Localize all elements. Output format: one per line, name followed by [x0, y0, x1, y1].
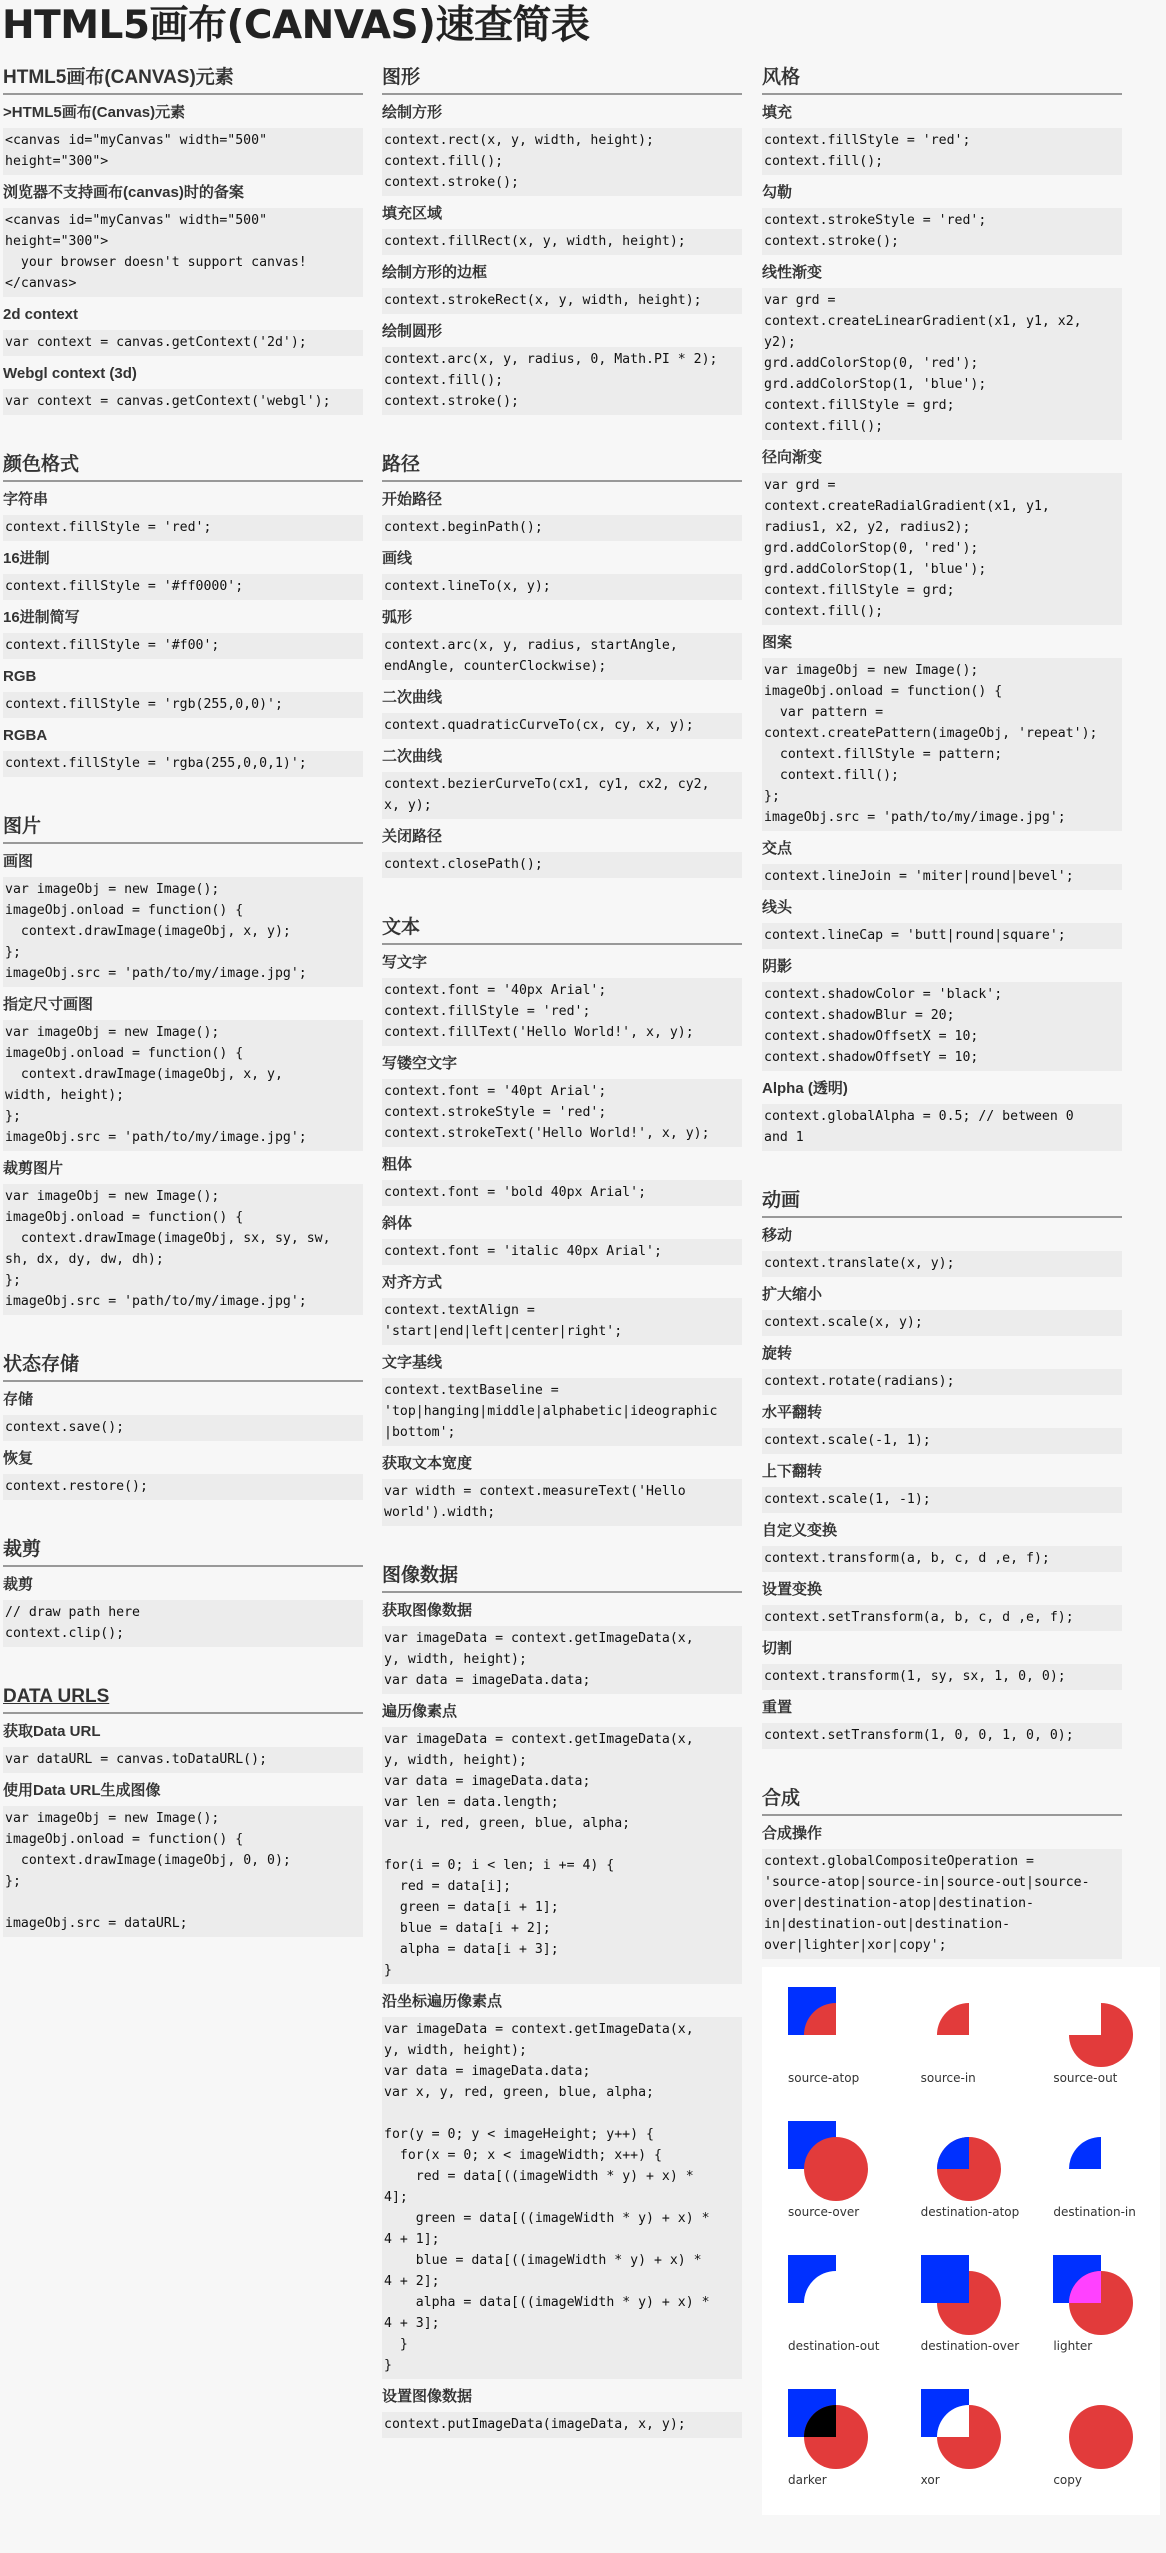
section-heading[interactable]: DATA URLS [3, 1685, 363, 1714]
composite-source-in [895, 1975, 1028, 2103]
item-title: Alpha (透明) [762, 1080, 848, 1097]
item-title: 使用Data URL生成图像 [3, 1782, 161, 1799]
section-col2-2 [382, 916, 742, 1526]
composite-label: xor [920, 2473, 940, 2487]
code-block: context.lineTo(x, y); [382, 574, 742, 600]
code-block: context.quadraticCurveTo(cx, cy, x, y); [382, 713, 742, 739]
code-block: context.fillStyle = '#f00'; [3, 633, 363, 659]
composite-label: source-in [920, 2071, 976, 2085]
item-title: 关闭路径 [382, 828, 443, 845]
code-block: var imageObj = new Image(); imageObj.onload = function() { context.drawImage(imageObj, x, y); }; imageObj.src = 'path/to/my/image.jpg'; [3, 877, 363, 987]
code-block: <canvas id="myCanvas" width="500" height="300"> your browser doesn't support canvas! </canvas> [3, 208, 363, 297]
item-title: RGBA [3, 727, 48, 744]
item-title: 弧形 [382, 609, 413, 626]
item-title: 二次曲线 [382, 748, 443, 765]
composite-label: lighter [1053, 2339, 1093, 2353]
code-block: var context = canvas.getContext('webgl'); [3, 389, 363, 415]
composite-label: source-over [788, 2205, 860, 2219]
composite-destination-over [895, 2243, 1028, 2371]
code-block: context.font = '40px Arial'; context.fillStyle = 'red'; context.fillText('Hello World!', x, y); [382, 978, 742, 1046]
section-col1-0 [3, 66, 363, 415]
copy-illustration [1053, 2389, 1135, 2471]
code-block: context.setTransform(1, 0, 0, 1, 0, 0); [762, 1723, 1122, 1749]
section-heading: HTML5画布(CANVAS)元素 [3, 66, 363, 95]
source-over-illustration [788, 2121, 870, 2203]
item-title: 合成操作 [762, 1825, 823, 1842]
code-block: context.lineCap = 'butt|round|square'; [762, 923, 1122, 949]
section-heading: 图像数据 [382, 1564, 742, 1593]
composite-label: copy [1053, 2473, 1082, 2487]
code-block: // draw path here context.clip(); [3, 1600, 363, 1647]
item-title: 粗体 [382, 1156, 413, 1173]
code-block: var imageObj = new Image(); imageObj.onload = function() { context.drawImage(imageObj, 0, 0); }; imageObj.src = dataURL; [3, 1806, 363, 1937]
item-title: 重置 [762, 1699, 793, 1716]
section-col1-4 [3, 1538, 363, 1647]
item-title: 浏览器不支持画布(canvas)时的备案 [3, 184, 244, 201]
section-col1-3 [3, 1353, 363, 1500]
composite-source-atop [762, 1975, 895, 2103]
code-block: context.fillStyle = '#ff0000'; [3, 574, 363, 600]
item-title: >HTML5画布(Canvas)元素 [3, 104, 186, 121]
section-heading: 裁剪 [3, 1538, 363, 1567]
code-block: context.beginPath(); [382, 515, 742, 541]
composite-label: source-out [1053, 2071, 1118, 2085]
section-heading: 颜色格式 [3, 453, 363, 482]
code-block: var grd = context.createRadialGradient(x1, y1, radius1, x2, y2, radius2); grd.addColorStop(0, 'red'); grd.addColorStop(1, 'blue'); context.fillStyle = grd; context.fill(); [762, 473, 1122, 625]
item-title: 2d context [3, 306, 79, 323]
item-title: 裁剪 [3, 1576, 34, 1593]
code-block: context.putImageData(imageData, x, y); [382, 2412, 742, 2438]
item-title: 斜体 [382, 1215, 413, 1232]
code-block: context.fillStyle = 'red'; [3, 515, 363, 541]
item-title: 线性渐变 [762, 264, 823, 281]
item-title: 阴影 [762, 958, 793, 975]
code-block: context.restore(); [3, 1474, 363, 1500]
code-block: var imageData = context.getImageData(x, y, width, height); var data = imageData.data; var x, y, red, green, blue, alpha; for(y = 0; y < imageHeight; y++) { for(x = 0; x < imageWidth; x++) { red = data[((imageWidth * y) + x) * 4]; green = data[((imageWidth * y) + x) * 4 + 1]; blue = data[((imageWidth * y) + x) * 4 + 2]; alpha = data[((imageWidth * y) + x) * 4 + 3]; } } [382, 2017, 742, 2379]
code-block: context.bezierCurveTo(cx1, cy1, cx2, cy2, x, y); [382, 772, 742, 819]
section-col3-0 [762, 66, 1122, 1151]
code-block: var grd = context.createLinearGradient(x1, y1, x2, y2); grd.addColorStop(0, 'red'); grd.addColorStop(1, 'blue'); context.fillStyle = grd; context.fill(); [762, 288, 1122, 440]
item-title: 线头 [762, 899, 793, 916]
source-out-illustration [1053, 1987, 1135, 2069]
composite-darker [762, 2377, 895, 2505]
item-title: 字符串 [3, 491, 49, 508]
code-block: context.strokeRect(x, y, width, height); [382, 288, 742, 314]
section-heading: 合成 [762, 1787, 1122, 1816]
code-block: context.rotate(radians); [762, 1369, 1122, 1395]
item-title: 设置变换 [762, 1581, 823, 1598]
section-col3-1 [762, 1189, 1122, 1749]
section-col3-2 [762, 1787, 1136, 2515]
section-col2-1 [382, 453, 742, 878]
code-block: context.font = '40pt Arial'; context.strokeStyle = 'red'; context.strokeText('Hello World!', x, y); [382, 1079, 742, 1147]
item-title: 获取Data URL [3, 1723, 101, 1740]
composite-label: destination-in [1053, 2205, 1136, 2219]
source-atop-illustration [788, 1987, 870, 2069]
code-block: var imageObj = new Image(); imageObj.onload = function() { var pattern = context.createPattern(imageObj, 'repeat'); context.fillStyle = pattern; context.fill(); }; imageObj.src = 'path/to/my/image.jpg'; [762, 658, 1122, 831]
code-block: <canvas id="myCanvas" width="500" height="300"> [3, 128, 363, 175]
code-block: context.fillStyle = 'rgba(255,0,0,1)'; [3, 751, 363, 777]
code-block: var imageObj = new Image(); imageObj.onload = function() { context.drawImage(imageObj, x, y, width, height); }; imageObj.src = 'path/to/my/image.jpg'; [3, 1020, 363, 1151]
destination-out-illustration [788, 2255, 870, 2337]
item-title: 交点 [762, 840, 793, 857]
code-block: var dataURL = canvas.toDataURL(); [3, 1747, 363, 1773]
code-block: context.transform(1, sy, sx, 1, 0, 0); [762, 1664, 1122, 1690]
item-title: 获取图像数据 [382, 1602, 473, 1619]
composite-label: destination-atop [920, 2205, 1020, 2219]
item-title: 上下翻转 [762, 1463, 823, 1480]
item-title: RGB [3, 668, 37, 685]
section-heading: 状态存储 [3, 1353, 363, 1382]
code-block: context.fillStyle = 'red'; context.fill(); [762, 128, 1122, 175]
item-title: 绘制方形 [382, 104, 443, 121]
item-title: 遍历像素点 [382, 1703, 458, 1720]
code-block: context.fillRect(x, y, width, height); [382, 229, 742, 255]
item-title: 扩大缩小 [762, 1286, 823, 1303]
code-block: var width = context.measureText('Hello world').width; [382, 1479, 742, 1526]
section-heading: 动画 [762, 1189, 1122, 1218]
section-col2-0 [382, 66, 742, 415]
item-title: 恢复 [3, 1450, 34, 1467]
item-title: 获取文本宽度 [382, 1455, 473, 1472]
composite-destination-atop [895, 2109, 1028, 2237]
code-block: context.transform(a, b, c, d ,e, f); [762, 1546, 1122, 1572]
section-col1-2 [3, 815, 363, 1315]
section-heading: 图形 [382, 66, 742, 95]
section-col1-1 [3, 453, 363, 777]
code-block: context.translate(x, y); [762, 1251, 1122, 1277]
item-title: 开始路径 [382, 491, 443, 508]
code-block: context.textAlign = 'start|end|left|center|right'; [382, 1298, 742, 1345]
composite-label: source-atop [788, 2071, 860, 2085]
item-title: 水平翻转 [762, 1404, 823, 1421]
item-title: 16进制简写 [3, 609, 80, 626]
item-title: 旋转 [762, 1345, 793, 1362]
section-heading: 图片 [3, 815, 363, 844]
code-block: var imageData = context.getImageData(x, y, width, height); var data = imageData.data; var len = data.length; var i, red, green, blue, alpha; for(i = 0; i < len; i += 4) { red = data[i]; green = data[i + 1]; blue = data[i + 2]; alpha = data[i + 3]; } [382, 1727, 742, 1984]
section-heading: 路径 [382, 453, 742, 482]
code-block: var imageData = context.getImageData(x, y, width, height); var data = imageData.data; [382, 1626, 742, 1694]
section-col1-5 [3, 1685, 363, 1937]
code-block: context.lineJoin = 'miter|round|bevel'; [762, 864, 1122, 890]
code-block: var context = canvas.getContext('2d'); [3, 330, 363, 356]
xor-illustration [921, 2389, 1003, 2471]
item-title: 径向渐变 [762, 449, 823, 466]
darker-illustration [788, 2389, 870, 2471]
item-title: 自定义变换 [762, 1522, 838, 1539]
composite-xor [895, 2377, 1028, 2505]
destination-over-illustration [921, 2255, 1003, 2337]
code-block: context.strokeStyle = 'red'; context.stroke(); [762, 208, 1122, 255]
code-block: context.globalCompositeOperation = 'source-atop|source-in|source-out|source- over|destination-atop|destination- in|destination-out|destination- over|lighter|xor|copy'; [762, 1849, 1122, 1959]
item-title: 画线 [382, 550, 413, 567]
item-title: 画图 [3, 853, 34, 870]
destination-in-illustration [1053, 2121, 1135, 2203]
source-in-illustration [921, 1987, 1003, 2069]
code-block: context.globalAlpha = 0.5; // between 0 and 1 [762, 1104, 1122, 1151]
composite-lighter [1027, 2243, 1160, 2371]
column-3 [762, 66, 1136, 2553]
code-block: context.arc(x, y, radius, 0, Math.PI * 2); context.fill(); context.stroke(); [382, 347, 742, 415]
composite-copy [1027, 2377, 1160, 2505]
column-2 [382, 66, 742, 2476]
code-block: context.rect(x, y, width, height); context.fill(); context.stroke(); [382, 128, 742, 196]
composite-destination-out [762, 2243, 895, 2371]
code-block: context.shadowColor = 'black'; context.shadowBlur = 20; context.shadowOffsetX = 10; context.shadowOffsetY = 10; [762, 982, 1122, 1071]
item-title: 二次曲线 [382, 689, 443, 706]
code-block: context.fillStyle = 'rgb(255,0,0)'; [3, 692, 363, 718]
code-block: context.font = 'italic 40px Arial'; [382, 1239, 742, 1265]
composite-destination-in [1027, 2109, 1160, 2237]
item-title: 对齐方式 [382, 1274, 443, 1291]
composite-source-over [762, 2109, 895, 2237]
item-title: 图案 [762, 634, 793, 651]
item-title: 写文字 [382, 954, 428, 971]
code-block: context.scale(-1, 1); [762, 1428, 1122, 1454]
code-block: context.scale(x, y); [762, 1310, 1122, 1336]
item-title: 16进制 [3, 550, 50, 567]
item-title: 沿坐标遍历像素点 [382, 1993, 503, 2010]
code-block: context.closePath(); [382, 852, 742, 878]
composite-label: destination-over [920, 2339, 1020, 2353]
item-title: 裁剪图片 [3, 1160, 64, 1177]
section-col2-3 [382, 1564, 742, 2438]
item-title: 绘制圆形 [382, 323, 443, 340]
item-title: 填充区域 [382, 205, 443, 222]
composite-label: destination-out [788, 2339, 880, 2353]
code-block: context.save(); [3, 1415, 363, 1441]
item-title: 指定尺寸画图 [3, 996, 94, 1013]
item-title: 文字基线 [382, 1354, 443, 1371]
item-title: 移动 [762, 1227, 793, 1244]
section-heading: 风格 [762, 66, 1122, 95]
item-title: 存储 [3, 1391, 34, 1408]
code-block: context.scale(1, -1); [762, 1487, 1122, 1513]
item-title: 填充 [762, 104, 793, 121]
item-title: 写镂空文字 [382, 1055, 458, 1072]
composite-label: darker [788, 2473, 827, 2487]
section-heading: 文本 [382, 916, 742, 945]
lighter-illustration [1053, 2255, 1135, 2337]
composite-source-out [1027, 1975, 1160, 2103]
code-block: context.arc(x, y, radius, startAngle, endAngle, counterClockwise); [382, 633, 742, 680]
code-block: context.textBaseline = 'top|hanging|middle|alphabetic|ideographic |bottom'; [382, 1378, 742, 1446]
item-title: Webgl context (3d) [3, 365, 137, 382]
item-title: 勾勒 [762, 184, 793, 201]
composite-examples [762, 1967, 1160, 2515]
item-title: 切割 [762, 1640, 793, 1657]
destination-atop-illustration [921, 2121, 1003, 2203]
code-block: var imageObj = new Image(); imageObj.onload = function() { context.drawImage(imageObj, sx, sy, sw, sh, dx, dy, dw, dh); }; imageObj.src = 'path/to/my/image.jpg'; [3, 1184, 363, 1315]
column-1 [3, 66, 363, 1975]
code-block: context.font = 'bold 40px Arial'; [382, 1180, 742, 1206]
page-title: HTML5画布(CANVAS)速查简表 [2, 3, 590, 48]
code-block: context.setTransform(a, b, c, d ,e, f); [762, 1605, 1122, 1631]
item-title: 设置图像数据 [382, 2388, 473, 2405]
item-title: 绘制方形的边框 [382, 264, 488, 281]
